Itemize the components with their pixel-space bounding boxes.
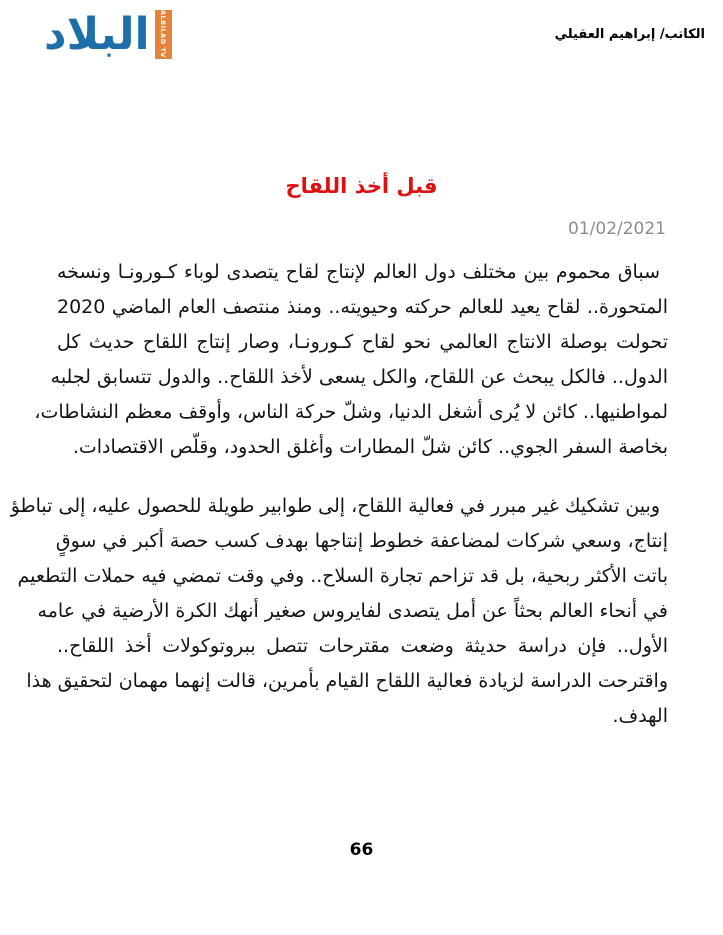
logo-latin-wordmark: ALBILAD TV bbox=[159, 10, 168, 58]
text-line: باتت الأكثر ربحية، بل قد تزاحم تجارة السلاح.. وفي وقت تمضي فيه حملات التطعيم bbox=[17, 565, 668, 587]
text-line: الأول.. فإن دراسة حديثة وضعت مقترحات تتصل ببروتوكولات أخذ اللقاح.. bbox=[57, 635, 668, 657]
text-line: بخاصة السفر الجوي.. كائن شلّ المطارات وأغلق الحدود، وقلّص الاقتصادات. bbox=[72, 436, 668, 458]
paragraph-1 bbox=[34, 255, 668, 465]
text-line: إنتاج، وسعي شركات لمضاعفة خطوط إنتاجها بهدف كسب حصة أكبر في سوقٍ bbox=[55, 530, 668, 552]
author-byline: الكاتب/ إبراهيم العقيلي bbox=[554, 27, 705, 42]
albilad-logo bbox=[44, 6, 172, 64]
text-line: لمواطنيها.. كائن لا يُرى أشغل الدنيا، وشلّ حركة الناس، وأوقف معظم النشاطات، bbox=[34, 401, 668, 423]
article-date: 01/02/2021 bbox=[568, 219, 666, 239]
article-title: قبل أخذ اللقاح bbox=[285, 174, 438, 198]
text-line: وبين تشكيك غير مبرر في فعالية اللقاح، إلى طوابير طويلة للحصول عليه، إلى تباطؤ bbox=[10, 495, 660, 517]
text-line: تحولت بوصلة الانتاج العالمي نحو لقاح كـورونـا، وصار إنتاج اللقاح حديث كل bbox=[57, 331, 668, 353]
logo-arabic-wordmark: البلاد bbox=[44, 9, 150, 60]
logo-orange-bar bbox=[155, 10, 172, 59]
text-line: في أنحاء العالم بحثاً عن أمل يتصدى لفايروس صغير أنهك الكرة الأرضية في عامه bbox=[37, 600, 668, 622]
page-number: 66 bbox=[349, 840, 374, 860]
text-line: واقترحت الدراسة لزيادة فعالية اللقاح القيام بأمرين، قالت إنهما مهمان لتحقيق هذا bbox=[26, 670, 668, 692]
text-line: الدول.. فالكل يبحث عن اللقاح، والكل يسعى لأخذ اللقاح.. والدول تتسابق لجلبه bbox=[50, 366, 668, 388]
paragraph-2 bbox=[10, 489, 668, 734]
text-line: المتحورة.. لقاح يعيد للعالم حركته وحيويته.. ومنذ منتصف العام الماضي 2020 bbox=[57, 296, 668, 318]
text-line: سباق محموم بين مختلف دول العالم لإنتاج لقاح يتصدى لوباء كـورونـا ونسخه bbox=[57, 261, 660, 283]
text-line: الهدف. bbox=[612, 705, 668, 727]
